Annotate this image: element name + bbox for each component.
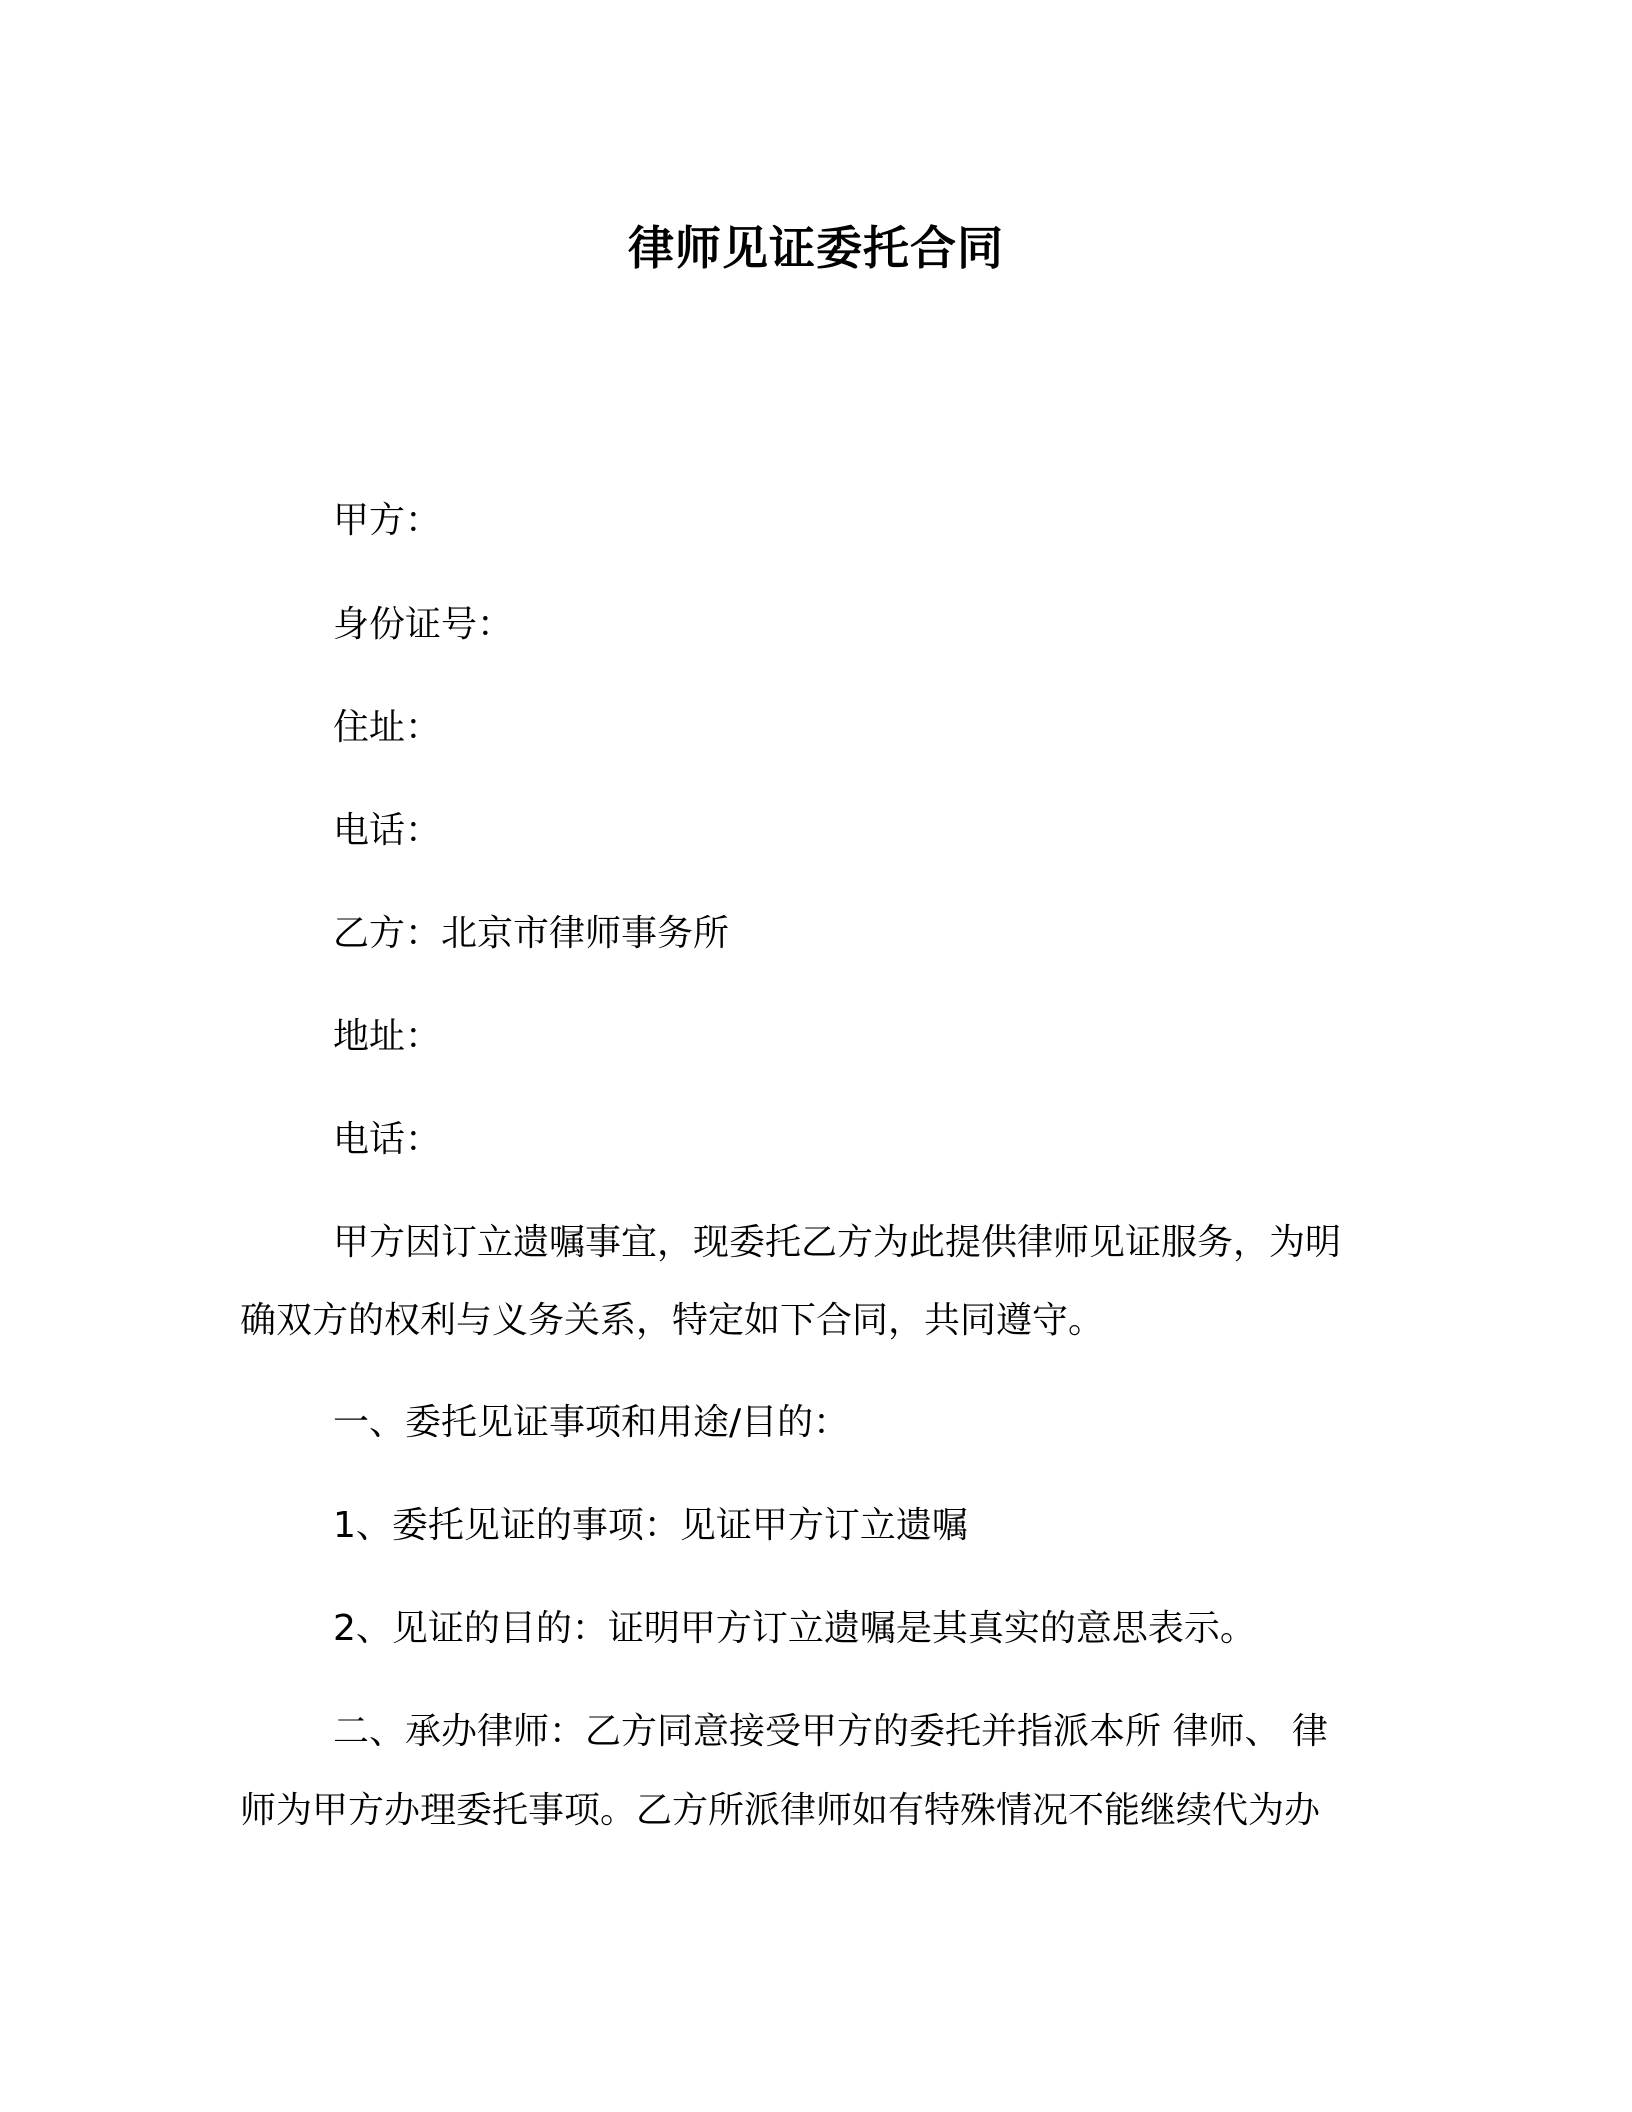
residence-field: 住址：: [333, 707, 442, 748]
address-field: 地址：: [333, 1016, 442, 1057]
section-1-item-2: 2、见证的目的：证明甲方订立遗嘱是其真实的意思表示。: [333, 1608, 1256, 1649]
party-a-field: 甲方：: [333, 500, 442, 541]
party-b-phone-field: 电话：: [333, 1119, 442, 1160]
document-title: 律师见证委托合同: [628, 221, 1004, 275]
id-number-field: 身份证号：: [333, 604, 514, 645]
party-a-phone-field: 电话：: [333, 810, 442, 851]
intro-paragraph-line-2: 确双方的权利与义务关系，特定如下合同，共同遵守。: [240, 1300, 1105, 1341]
section-2-line-1: 二、承办律师：乙方同意接受甲方的委托并指派本所 律师、 律: [333, 1711, 1328, 1752]
section-2-line-2: 师为甲方办理委托事项。乙方所派律师如有特殊情况不能继续代为办: [240, 1790, 1321, 1831]
section-1-item-1: 1、委托见证的事项：见证甲方订立遗嘱: [333, 1505, 968, 1546]
section-1-heading: 一、委托见证事项和用途/目的：: [333, 1402, 850, 1443]
party-b-field: 乙方：北京市律师事务所: [333, 913, 730, 954]
intro-paragraph-line-1: 甲方因订立遗嘱事宜，现委托乙方为此提供律师见证服务，为明: [333, 1222, 1342, 1263]
